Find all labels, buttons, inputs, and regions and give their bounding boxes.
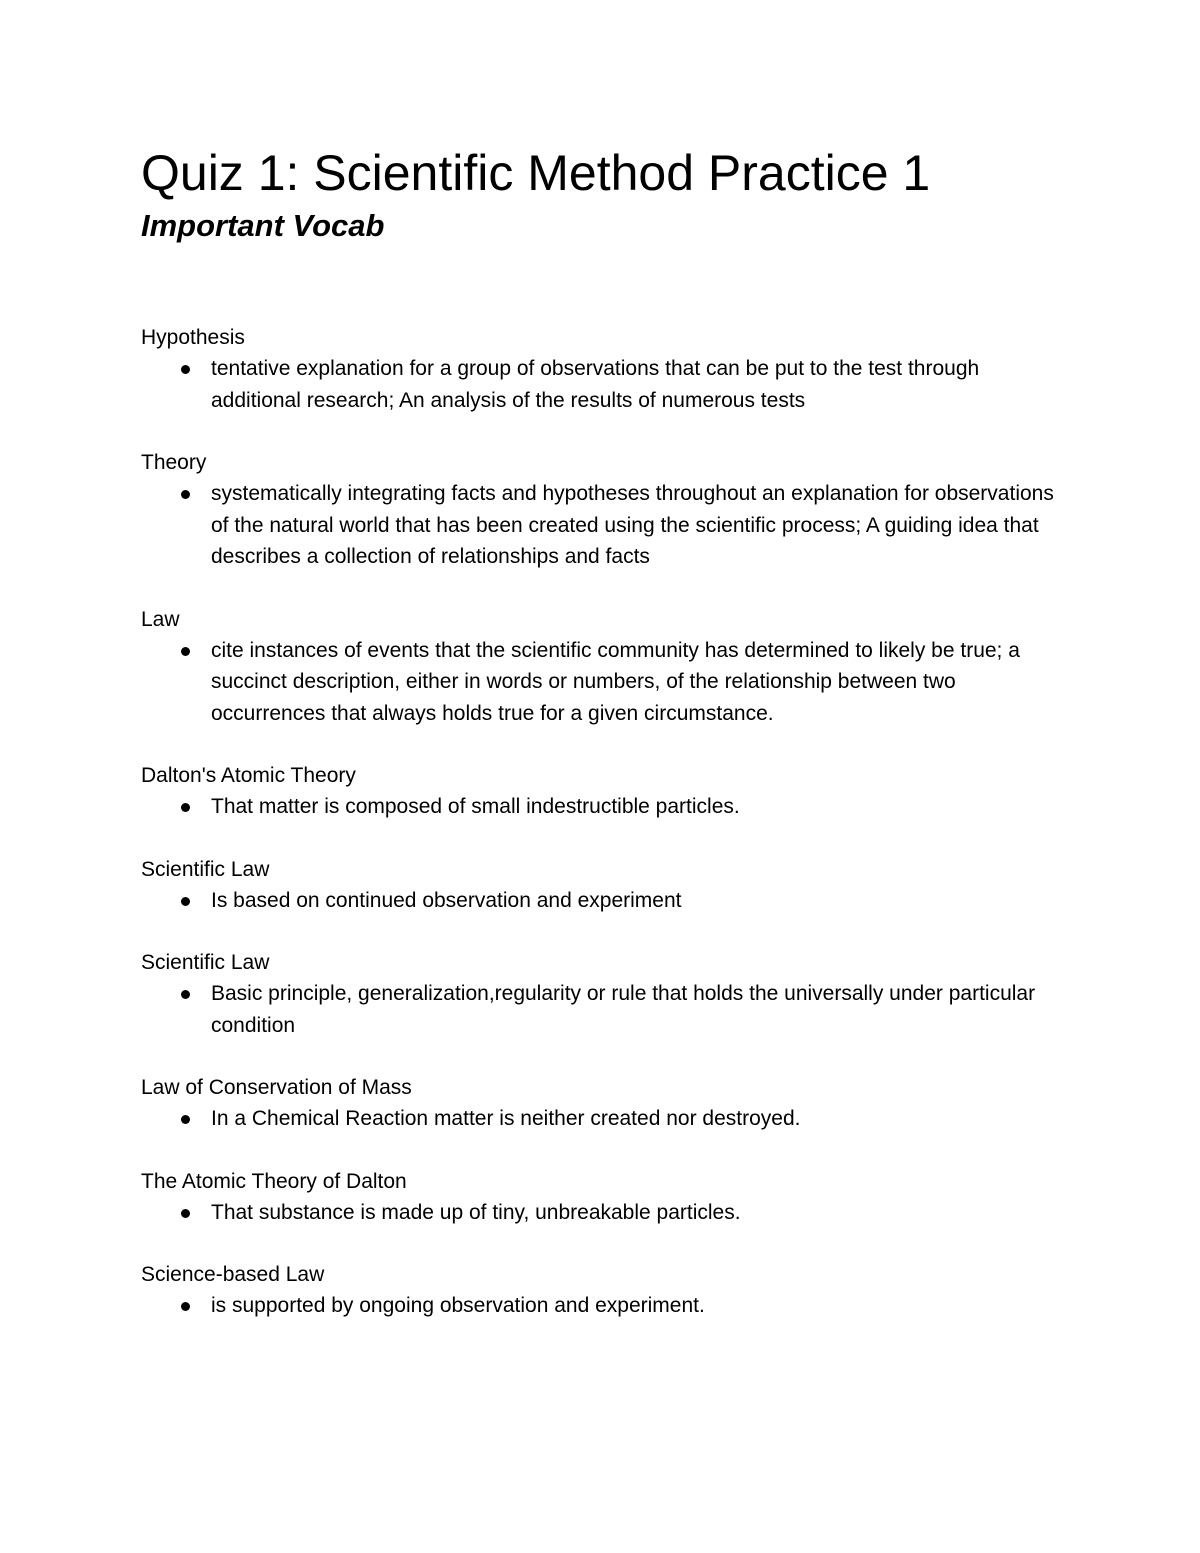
bullet-icon: [181, 1115, 190, 1124]
definition-text: systematically integrating facts and hypotheses throughout an explanation for observations of the natural world that has been created using the scientific process; A guiding idea that describes a collection of relationships and facts: [211, 482, 1054, 568]
definition-text: Basic principle, generalization,regularity or rule that holds the universally under particular condition: [211, 982, 1036, 1037]
vocab-entry: [141, 947, 1061, 1041]
bullet-icon: [181, 897, 190, 906]
bullet-icon: [181, 990, 190, 999]
bullet-icon: [181, 803, 190, 812]
vocab-entry: [141, 604, 1061, 730]
bullet-icon: [181, 490, 190, 499]
vocab-term: Law: [141, 607, 180, 631]
vocab-term: Law of Conservation of Mass: [141, 1076, 412, 1099]
definition-item: [141, 978, 1061, 1041]
definition-item: [141, 478, 1061, 573]
definition-item: [141, 1197, 1061, 1229]
definition-item: [141, 1290, 1061, 1322]
definition-list: [141, 353, 1061, 416]
definition-list: [141, 978, 1061, 1041]
vocab-term: Dalton's Atomic Theory: [141, 764, 356, 787]
definition-text: That substance is made up of tiny, unbreakable particles.: [211, 1200, 741, 1224]
vocab-term: Science-based Law: [141, 1263, 325, 1286]
vocab-entry: [141, 1072, 1061, 1135]
vocab-term: Scientific Law: [141, 951, 270, 974]
definition-list: [141, 885, 1061, 917]
vocab-entry: [141, 854, 1061, 917]
definition-list: [141, 1103, 1061, 1135]
definition-text: That matter is composed of small indestructible particles.: [211, 795, 740, 818]
document-title: Quiz 1: Scientific Method Practice 1: [141, 145, 931, 201]
definition-item: [141, 1103, 1061, 1135]
vocab-term: Hypothesis: [141, 326, 245, 349]
definition-item: [141, 791, 1061, 823]
definition-item: [141, 353, 1061, 416]
bullet-icon: [181, 647, 190, 656]
bullet-icon: [181, 1209, 190, 1218]
vocab-entry: [141, 1166, 1061, 1229]
document-subtitle: Important Vocab: [141, 208, 385, 243]
vocab-term: The Atomic Theory of Dalton: [141, 1169, 407, 1193]
definition-item: [141, 885, 1061, 917]
definition-list: [141, 635, 1061, 730]
vocab-entry: [141, 760, 1061, 823]
bullet-icon: [181, 365, 190, 374]
vocab-entry: [141, 447, 1061, 573]
document-page: [141, 140, 1061, 1353]
vocab-entry: [141, 1259, 1061, 1322]
definition-list: [141, 1197, 1061, 1229]
vocab-list: [141, 322, 1061, 1322]
definition-text: cite instances of events that the scientific community has determined to likely be true; a succinct description, either in words or numbers, of the relationship between two occurrences that always holds true for a given circumstance.: [211, 638, 1020, 725]
definition-text: tentative explanation for a group of observations that can be put to the test through additional research; An analysis of the results of numerous tests: [211, 357, 980, 412]
definition-list: [141, 1290, 1061, 1322]
definition-text: In a Chemical Reaction matter is neither created nor destroyed.: [211, 1107, 801, 1130]
vocab-term: Scientific Law: [141, 857, 270, 881]
definition-list: [141, 478, 1061, 573]
definition-text: is supported by ongoing observation and experiment.: [211, 1294, 705, 1317]
definition-text: Is based on continued observation and experiment: [211, 888, 682, 912]
vocab-entry: [141, 322, 1061, 416]
definition-list: [141, 791, 1061, 823]
vocab-term: Theory: [141, 451, 207, 474]
bullet-icon: [181, 1302, 190, 1311]
definition-item: [141, 635, 1061, 730]
